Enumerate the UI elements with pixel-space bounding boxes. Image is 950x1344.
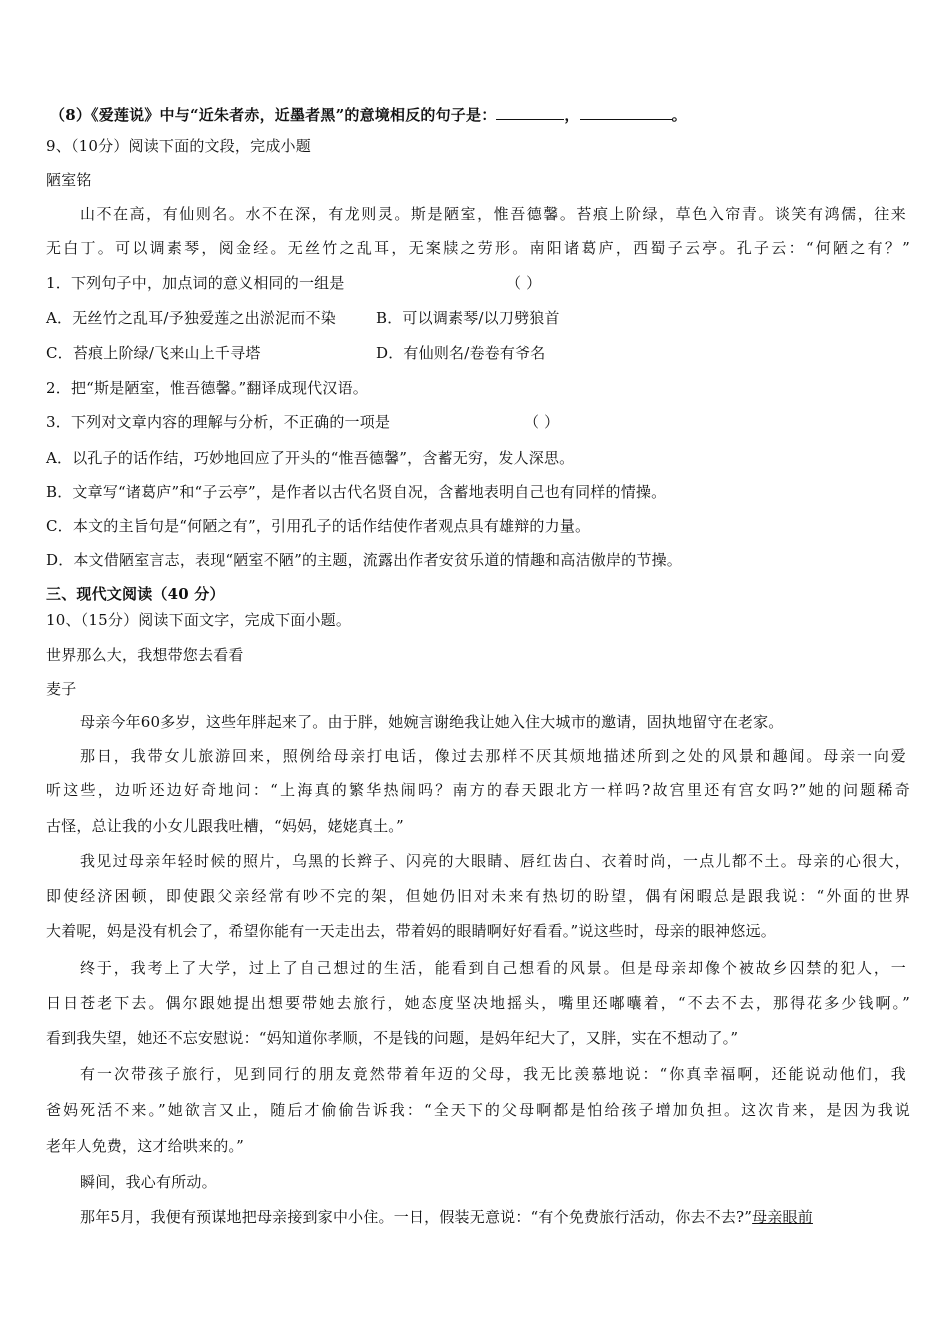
q9-sub3-option-d: D．本文借陋室言志，表现“陋室不陋”的主题，流露出作者安贫乐道的情趣和高洁傲岸的节操。 bbox=[46, 551, 682, 569]
q10-header: 10、（15分）阅读下面文字，完成下面小题。 bbox=[46, 611, 352, 629]
q10-para-line-3: 听这些，边听还边好奇地问：“上海真的繁华热闹吗？南方的春天跟北方一样吗?故宫里还有宫女吗?”她的问题稀奇 bbox=[46, 781, 910, 799]
q10-para-line-8: 终于，我考上了大学，过上了自己想过的生活，能看到自己想看的风景。但是母亲却像个被故乡囚禁的犯人，一 bbox=[80, 959, 906, 977]
q8-blank-2[interactable] bbox=[580, 103, 672, 120]
q10-para-line-12: 爸妈死活不来。”她欲言又止，随后才偷偷告诉我：“全天下的父母啊都是怕给孩子增加负担。这次肯来，是因为我说 bbox=[46, 1101, 910, 1119]
q8-blank-1[interactable] bbox=[496, 103, 564, 120]
q8-comma: ， bbox=[564, 106, 580, 124]
q10-title: 世界那么大，我想带您去看看 bbox=[46, 646, 244, 664]
q10-para-line-11: 有一次带孩子旅行，见到同行的朋友竟然带着年迈的父母，我无比羡慕地说：“你真幸福啊，还能说动他们，我 bbox=[80, 1065, 906, 1083]
q10-underlined-phrase: 母亲眼前 bbox=[752, 1208, 813, 1226]
q9-header: 9、（10分）阅读下面的文段，完成小题 bbox=[46, 137, 311, 155]
q9-passage-line-2: 无白丁。可以调素琴，阅金经。无丝竹之乱耳，无案牍之劳形。南阳诸葛庐，西蜀子云亭。孔子云：“何陋之有？” bbox=[46, 239, 910, 257]
q9-passage-line-1: 山不在高，有仙则名。水不在深，有龙则灵。斯是陋室，惟吾德馨。苔痕上阶绿，草色入帘青。谈笑有鸿儒，往来 bbox=[80, 205, 906, 223]
q9-sub1-answer-paren[interactable]: （ ） bbox=[506, 274, 542, 292]
q10-author: 麦子 bbox=[46, 680, 77, 698]
q10-last-line-text: 那年5月，我便有预谋地把母亲接到家中小住。一日，假装无意说：“有个免费旅行活动，你去不去?” bbox=[80, 1208, 753, 1226]
q8-text: （8）《爱莲说》中与“近朱者赤，近墨者黑”的意境相反的句子是： bbox=[50, 106, 497, 124]
q9-sub3-answer-paren[interactable]: （ ） bbox=[524, 413, 560, 431]
q10-para-line-9: 日日苍老下去。偶尔跟她提出想要带她去旅行，她态度坚决地摇头，嘴里还嘟囔着，“不去不去，那得花多少钱啊。” bbox=[46, 994, 910, 1012]
q10-para-line-15 bbox=[80, 1207, 813, 1227]
q9-sub1-option-c: C．苔痕上阶绿/飞来山上千寻塔 bbox=[46, 344, 261, 362]
q9-title: 陋室铭 bbox=[46, 171, 92, 189]
q9-sub1-option-b: B．可以调素琴/以刀劈狼首 bbox=[376, 309, 560, 327]
q9-sub1-stem: 1．下列句子中，加点词的意义相同的一组是 bbox=[46, 274, 345, 292]
q10-para-line-6: 即使经济困顿，即使跟父亲经常有吵不完的架，但她仍旧对未来有热切的盼望，偶有闲暇总是跟我说：“外面的世界 bbox=[46, 887, 910, 905]
q9-sub3-option-a: A．以孔子的话作结，巧妙地回应了开头的“惟吾德馨”，含蓄无穷，发人深思。 bbox=[46, 449, 575, 467]
q10-para-line-2: 那日，我带女儿旅游回来，照例给母亲打电话，像过去那样不厌其烦地描述所到之处的风景和趣闻。母亲一向爱 bbox=[80, 747, 906, 765]
q8-period: 。 bbox=[671, 106, 687, 124]
q9-sub2: 2．把“斯是陋室，惟吾德馨。”翻译成现代汉语。 bbox=[46, 379, 368, 397]
q9-sub1-option-a: A．无丝竹之乱耳/予独爱莲之出淤泥而不染 bbox=[46, 309, 336, 327]
q10-para-line-5: 我见过母亲年轻时候的照片，乌黑的长辫子、闪亮的大眼睛、唇红齿白、衣着时尚，一点儿都不土。母亲的心很大， bbox=[80, 852, 910, 870]
q9-sub3-option-b: B．文章写“诸葛庐”和“子云亭”，是作者以古代名贤自况，含蓄地表明自己也有同样的情操。 bbox=[46, 483, 667, 501]
q9-sub1-option-d: D．有仙则名/卷卷有爷名 bbox=[376, 344, 546, 362]
q10-para-line-4: 古怪，总让我的小女儿跟我吐槽，“妈妈，姥姥真土。” bbox=[46, 817, 404, 835]
q9-sub3-stem: 3．下列对文章内容的理解与分析，不正确的一项是 bbox=[46, 413, 391, 431]
q10-para-line-1: 母亲今年60多岁，这些年胖起来了。由于胖，她婉言谢绝我让她入住大城市的邀请，固执地留守在老家。 bbox=[80, 713, 784, 731]
q10-para-line-7: 大着呢，妈是没有机会了，希望你能有一天走出去，带着妈的眼睛啊好好看看。”说这些时，母亲的眼神悠远。 bbox=[46, 922, 776, 940]
q9-sub3-option-c: C．本文的主旨句是“何陋之有”，引用孔子的话作结使作者观点具有雄辩的力量。 bbox=[46, 517, 591, 535]
q10-para-line-13: 老年人免费，这才给哄来的。” bbox=[46, 1137, 244, 1155]
section3-heading: 三、现代文阅读（40 分） bbox=[46, 585, 225, 603]
q8-line bbox=[50, 103, 687, 125]
q10-para-line-10: 看到我失望，她还不忘安慰说：“妈知道你孝顺，不是钱的问题，是妈年纪大了，又胖，实在不想动了。” bbox=[46, 1029, 739, 1047]
q10-para-line-14: 瞬间，我心有所动。 bbox=[80, 1173, 217, 1191]
